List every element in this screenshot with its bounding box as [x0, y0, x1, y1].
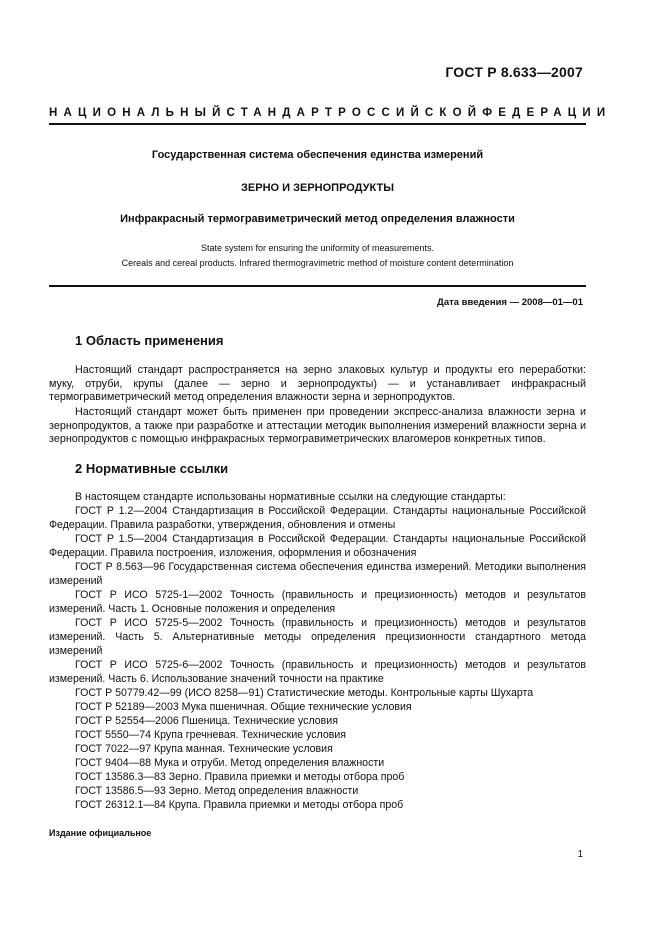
reference-text: ГОСТ 13586.5—93 Зерно. Метод определения влажности: [75, 785, 359, 797]
reference-item: [49, 770, 586, 784]
reference-item: [49, 532, 586, 560]
english-title-line-1: State system for ensuring the uniformity of measurements.: [200, 243, 435, 253]
subtitle: Инфракрасный термогравиметрический метод определения влажности: [120, 213, 515, 225]
paragraph-text: Настоящий стандарт распространяется на зерно злаковых культур и продукты его переработки: муку, отруби, крупы (далее — зерно и зернопродукты) — и устанавливает инфракрасный термогравиметрический метод определения влажности зерна и зернопродуктов.: [49, 364, 586, 403]
reference-item: [49, 504, 586, 532]
introduction-date: Дата введения — 2008—01—01: [437, 297, 583, 308]
english-title-line-2: Cereals and cereal products. Infrared thermogravimetric method of moisture content determination: [121, 258, 514, 268]
system-title: Государственная система обеспечения единства измерений: [151, 149, 484, 161]
reference-text: ГОСТ Р 1.5—2004 Стандартизация в Российской Федерации. Стандарты национальные Российской Федерации. Правила построения, изложения, оформления и обозначения: [49, 533, 586, 559]
official-edition-label: Издание официальное: [49, 828, 152, 838]
section-2-heading: 2 Нормативные ссылки: [75, 461, 229, 476]
reference-item: [49, 616, 586, 658]
reference-text: ГОСТ 26312.1—84 Крупа. Правила приемки и методы отбора проб: [75, 799, 404, 811]
reference-text: ГОСТ Р ИСО 5725-5—2002 Точность (правильность и прецизионность) методов и результатов измерений. Часть 5. Альтернативные методы определения прецизионности стандартного метода измерений: [49, 617, 586, 657]
banner-word: РОССИЙСКОЙ: [338, 107, 483, 119]
reference-text: ГОСТ Р 50779.42—99 (ИСО 8258—91) Статистические методы. Контрольные карты Шухарта: [75, 687, 534, 699]
reference-item: [49, 560, 586, 588]
reference-item: [49, 686, 586, 700]
references-list: [49, 490, 586, 812]
references-intro-text: В настоящем стандарте использованы нормативные ссылки на следующие стандарты:: [75, 491, 506, 503]
references-intro: [49, 490, 586, 504]
banner-word: ФЕДЕРАЦИИ: [482, 107, 612, 119]
banner-word: НАЦИОНАЛЬНЫЙ: [49, 107, 227, 119]
section-1-heading: 1 Область применения: [75, 333, 224, 348]
header-divider: [49, 123, 586, 125]
national-standard-banner: [49, 107, 612, 119]
reference-item: [49, 658, 586, 686]
reference-text: ГОСТ Р 1.2—2004 Стандартизация в Российской Федерации. Стандарты национальные Российской Федерации. Правила разработки, утверждения, обновления и отмены: [49, 505, 586, 531]
reference-text: ГОСТ 7022—97 Крупа манная. Технические условия: [75, 743, 333, 755]
section-1-paragraph-1: [49, 364, 586, 405]
document-id: ГОСТ Р 8.633—2007: [445, 64, 583, 80]
page-number: 1: [577, 849, 583, 860]
reference-item: [49, 798, 586, 812]
reference-item: [49, 728, 586, 742]
reference-text: ГОСТ 13586.3—83 Зерно. Правила приемки и методы отбора проб: [75, 771, 405, 783]
paragraph-text: Настоящий стандарт может быть применен при проведении экспресс-анализа влажности зерна и зернопродуктов, а также при разработке и аттестации методик выполнения измерений влажности зерна и зернопродуктов с помощью инфракрасных термогравиметрических влагомеров конкретных типов.: [49, 406, 586, 445]
reference-text: ГОСТ Р 52554—2006 Пшеница. Технические условия: [75, 715, 338, 727]
reference-text: ГОСТ 5550—74 Крупа гречневая. Технические условия: [75, 729, 347, 741]
section-1-paragraph-2: [49, 406, 586, 447]
reference-text: ГОСТ Р 8.563—96 Государственная система обеспечения единства измерений. Методики выполнения измерений: [49, 561, 586, 587]
reference-item: [49, 756, 586, 770]
reference-item: [49, 714, 586, 728]
main-title: ЗЕРНО И ЗЕРНОПРОДУКТЫ: [241, 182, 394, 194]
banner-word: СТАНДАРТ: [226, 107, 339, 119]
reference-item: [49, 700, 586, 714]
reference-item: [49, 588, 586, 616]
reference-item: [49, 742, 586, 756]
title-divider: [49, 285, 586, 287]
reference-text: ГОСТ 9404—88 Мука и отруби. Метод определения влажности: [75, 757, 385, 769]
reference-text: ГОСТ Р ИСО 5725-1—2002 Точность (правильность и прецизионность) методов и результатов измерений. Часть 1. Основные положения и определения: [49, 589, 586, 615]
reference-text: ГОСТ Р ИСО 5725-6—2002 Точность (правильность и прецизионность) методов и результатов измерений. Часть 6. Использование значений точности на практике: [49, 659, 586, 685]
reference-text: ГОСТ Р 52189—2003 Мука пшеничная. Общие технические условия: [75, 701, 412, 713]
reference-item: [49, 784, 586, 798]
